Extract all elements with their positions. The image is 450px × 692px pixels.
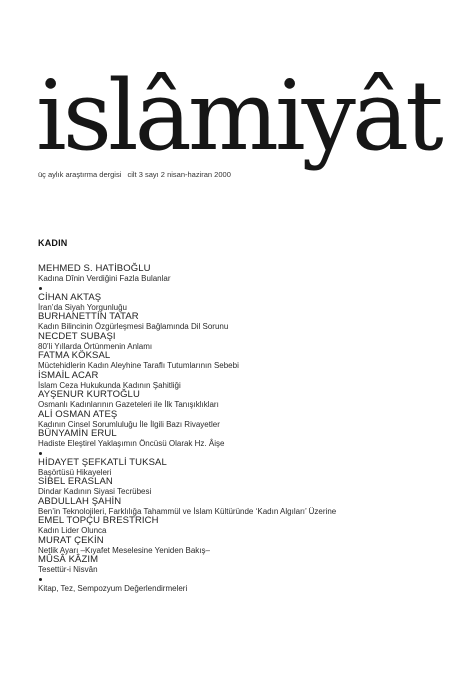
toc-entry — [38, 390, 438, 410]
entry-title: Osmanlı Kadınlarının Gazeteleri ile İlk Tanışıklıkları — [38, 400, 219, 409]
entry-author: CİHAN AKTAŞ — [38, 291, 102, 303]
entry-title: Müctehidlerin Kadın Aleyhine Taraflı Tutumlarının Sebebi — [38, 361, 239, 370]
entry-title: Başörtüsü Hikayeleri — [38, 467, 112, 477]
masthead-subtitle — [38, 170, 231, 179]
entry-author: HİDAYET ŞEFKATLİ TUKSAL — [38, 456, 167, 468]
toc-entry — [38, 516, 438, 536]
entry-author: EMEL TOPÇU BRESTRICH — [38, 515, 159, 526]
toc-entry — [38, 458, 438, 478]
entry-author: MURAT ÇEKİN — [38, 534, 104, 546]
masthead: islâmiyât — [36, 60, 440, 172]
bullet-separator — [39, 578, 42, 581]
entry-title: Netlik Ayarı –Kıyafet Meselesine Yeniden Bakış– — [38, 545, 210, 555]
bullet-separator — [39, 452, 42, 455]
tagline: üç aylık araştırma dergisi — [38, 170, 122, 179]
entry-author: MÛSÂ KÂZIM — [38, 554, 99, 565]
toc-group — [38, 264, 438, 284]
toc-entry — [38, 351, 438, 371]
toc-entry — [38, 264, 438, 284]
toc-entry — [38, 477, 438, 497]
toc-entry — [38, 536, 438, 556]
entry-author: İSMAİL ACAR — [38, 369, 99, 381]
entry-title: Ben’in Teknolojileri, Farklılığa Tahammül ve İslam Kültüründe ‘Kadın Algıları’ Üzerine — [38, 506, 337, 516]
entry-title: Kadın Lider Olunca — [38, 526, 107, 535]
entry-title: Kadın Bilincinin Özgürleşmesi Bağlamında Dil Sorunu — [38, 322, 229, 331]
toc-entry — [38, 497, 438, 517]
entry-title: 80’li Yıllarda Örtünmenin Anlamı — [38, 341, 153, 351]
bullet-separator — [39, 287, 42, 290]
entry-author: BURHANETTİN TATAR — [38, 311, 139, 322]
toc-group — [38, 584, 438, 594]
entry-title: İslam Ceza Hukukunda Kadının Şahitliği — [38, 380, 181, 390]
entry-author: ALİ OSMAN ATEŞ — [38, 408, 118, 420]
entry-title: Kadına Dînin Verdiğini Fazla Bulanlar — [38, 274, 171, 283]
entry-author: MEHMED S. HATİBOĞLU — [38, 263, 151, 274]
toc-entry — [38, 371, 438, 391]
table-of-contents — [38, 238, 438, 594]
toc-entry — [38, 429, 438, 449]
toc-group — [38, 293, 438, 449]
toc-entry — [38, 555, 438, 575]
entry-title: Kadının Cinsel Sorumluluğu İle İlgili Bazı Rivayetler — [38, 419, 220, 429]
toc-entry — [38, 332, 438, 352]
toc-entry — [38, 312, 438, 332]
section-title: KADIN — [38, 238, 68, 248]
entry-title: Hadiste Eleştirel Yaklaşımın Öncüsü Olarak Hz. Âişe — [38, 439, 225, 448]
toc-entry — [38, 584, 438, 594]
entry-title: Kitap, Tez, Sempozyum Değerlendirmeleri — [38, 583, 188, 593]
entry-author: NECDET SUBAŞI — [38, 330, 116, 342]
issue-info: cilt 3 sayı 2 nisan-haziran 2000 — [127, 170, 231, 179]
entry-author: BÜNYAMİN ERUL — [38, 428, 117, 439]
entry-title: Tesettür-i Nisvân — [38, 565, 98, 574]
toc-entry — [38, 293, 438, 313]
entry-title: Dindar Kadının Siyasi Tecrübesi — [38, 487, 152, 496]
entry-author: ABDULLAH ŞAHİN — [38, 495, 122, 507]
entry-author: SİBEL ERASLAN — [38, 476, 113, 487]
entry-author: FATMA KÖKSAL — [38, 350, 111, 361]
toc-entry — [38, 410, 438, 430]
entry-author: AYŞENUR KURTOĞLU — [38, 389, 140, 400]
toc-group — [38, 458, 438, 575]
entry-title: İran’da Siyah Yorgunluğu — [38, 302, 127, 312]
